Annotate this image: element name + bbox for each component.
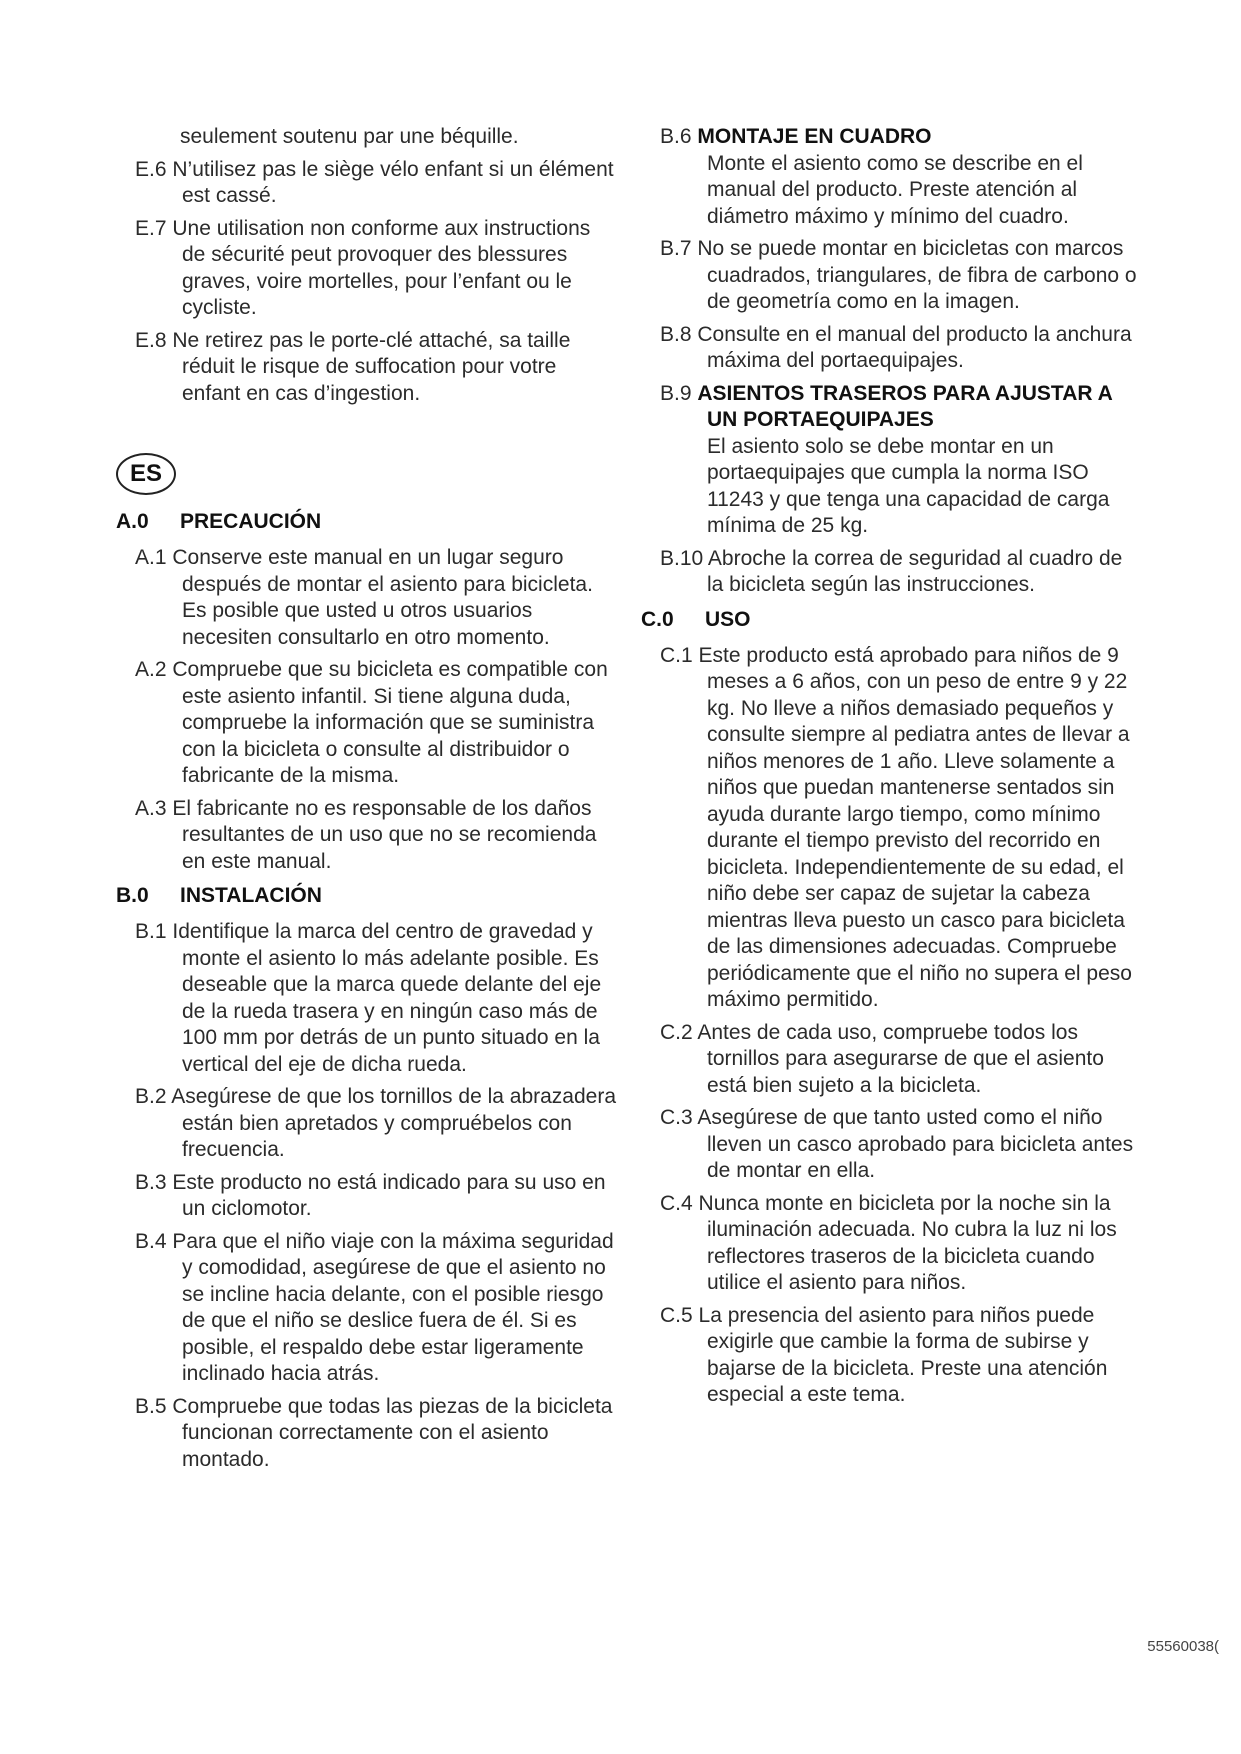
list-item-e5-continuation xyxy=(116,124,616,151)
right-column xyxy=(641,124,1141,1415)
list-item-b4 xyxy=(116,1229,616,1388)
document-number: 55560038( xyxy=(1147,1638,1219,1655)
section-code: C.0 xyxy=(641,607,674,631)
item-code: C.3 xyxy=(660,1106,693,1129)
section-title: INSTALACIÓN xyxy=(180,884,322,907)
section-heading-c0 xyxy=(641,607,1141,633)
item-code: B.8 xyxy=(660,322,692,346)
item-code: E.8 xyxy=(135,328,167,352)
item-text: Este producto está aprobado para niños de 9 meses a 6 años, con un peso de entre 9 y 22 kg. No lleve a niños demasiado pequeños y consulte siempre al pediatra antes de llevar a niños menores de 1 año. Lleve solamente a niños que puedan mantenerse sentados sin ayuda durante largo tiempo, como mínimo durante el tiempo previsto del recorrido en bicicleta. Independientemente de su edad, el niño debe ser capaz de sujetar la cabeza mientras lleva puesto un casco para bicicleta de las dimensiones adecuadas. Compruebe periódicamente que el niño no supera el peso máximo permitido. xyxy=(698,643,1132,1011)
item-text: Consulte en el manual del producto la anchura máxima del portaequipajes. xyxy=(697,322,1132,372)
item-code: B.4 xyxy=(135,1229,167,1253)
list-item-a1 xyxy=(116,545,616,651)
list-item-c5 xyxy=(641,1303,1141,1409)
item-title: MONTAJE EN CUADRO xyxy=(697,125,932,148)
list-item-b10 xyxy=(641,546,1141,599)
item-text: La presencia del asiento para niños puede exigirle que cambie la forma de subirse y bajarse de la bicicleta. Preste una atención especial a este tema. xyxy=(698,1303,1108,1406)
list-item-b1 xyxy=(116,919,616,1078)
item-text: El fabricante no es responsable de los daños resultantes de un uso que no se recomienda en este manual. xyxy=(172,796,597,873)
left-column xyxy=(116,124,616,1479)
item-text: Asegúrese de que tanto usted como el niño lleven un casco aprobado para bicicleta antes de montar en ella. xyxy=(697,1106,1134,1182)
item-code: A.2 xyxy=(135,658,167,681)
item-text: Monte el asiento como se describe en el manual del producto. Preste atención al diámetro máximo y mínimo del cuadro. xyxy=(707,151,1083,228)
item-code: B.10 xyxy=(660,546,704,570)
item-code: C.5 xyxy=(660,1303,693,1327)
section-heading-b0 xyxy=(116,883,616,909)
item-code: B.2 xyxy=(135,1085,167,1108)
item-code: C.2 xyxy=(660,1020,693,1044)
list-item-b2 xyxy=(116,1084,616,1164)
item-title: ASIENTOS TRASEROS PARA AJUSTAR A UN PORTAEQUIPAJES xyxy=(697,381,1112,431)
list-item-b5 xyxy=(116,1394,616,1474)
item-code: B.7 xyxy=(660,237,692,260)
item-text: Este producto no está indicado para su uso en un ciclomotor. xyxy=(172,1170,606,1220)
list-item-a2 xyxy=(116,657,616,790)
item-text: Compruebe que todas las piezas de la bicicleta funcionan correctamente con el asiento montado. xyxy=(172,1394,613,1471)
item-code: E.7 xyxy=(135,216,167,240)
list-item-b7 xyxy=(641,236,1141,316)
item-code: A.3 xyxy=(135,796,167,820)
item-code: B.5 xyxy=(135,1394,167,1418)
item-text: Compruebe que su bicicleta es compatible con este asiento infantil. Si tiene alguna duda, compruebe la información que se suministra con la bicicleta o consulte al distribuidor o fabricante de la misma. xyxy=(172,658,608,787)
item-text: No se puede montar en bicicletas con marcos cuadrados, triangulares, de fibra de carbono o de geometría como en la imagen. xyxy=(697,237,1137,313)
list-item-e6 xyxy=(116,157,616,210)
list-item-e8 xyxy=(116,328,616,408)
section-code: A.0 xyxy=(116,510,149,533)
item-code: E.6 xyxy=(135,157,167,181)
list-item-a3 xyxy=(116,796,616,876)
language-badge-es: ES xyxy=(116,453,176,495)
list-item-b6 xyxy=(641,124,1141,230)
item-code: B.1 xyxy=(135,920,167,943)
item-text: Para que el niño viaje con la máxima seguridad y comodidad, asegúrese de que el asiento no se incline hacia delante, con el posible riesgo de que el niño se deslice fuera de él. Si es posible, el respaldo debe estar ligeramente inclinado hacia atrás. xyxy=(172,1229,614,1385)
item-text: El asiento solo se debe montar en un portaequipajes que cumpla la norma ISO 11243 y que tenga una capacidad de carga mínima de 25 kg. xyxy=(707,434,1110,537)
item-code: B.9 xyxy=(660,381,692,405)
item-code: C.4 xyxy=(660,1191,693,1215)
item-text: Identifique la marca del centro de gravedad y monte el asiento lo más adelante posible. Es deseable que la marca quede delante del eje de la rueda trasera y en ningún caso más de 100 mm por detrás de un punto situado en la vertical del eje de dicha rueda. xyxy=(172,920,602,1076)
list-item-b9 xyxy=(641,381,1141,540)
item-text: Asegúrese de que los tornillos de la abrazadera están bien apretados y compruébelos con frecuencia. xyxy=(171,1085,617,1161)
item-text: Une utilisation non conforme aux instructions de sécurité peut provoquer des blessures graves, voire mortelles, pour l’enfant ou le cycliste. xyxy=(172,216,591,319)
list-item-e7 xyxy=(116,216,616,322)
item-text: Ne retirez pas le porte-clé attaché, sa taille réduit le risque de suffocation pour votre enfant en cas d’ingestion. xyxy=(172,328,571,405)
item-code: B.3 xyxy=(135,1170,167,1194)
list-item-c3 xyxy=(641,1105,1141,1185)
item-code: A.1 xyxy=(135,546,167,569)
list-item-b3 xyxy=(116,1170,616,1223)
section-title: USO xyxy=(705,607,751,631)
list-item-b8 xyxy=(641,322,1141,375)
item-text: Conserve este manual en un lugar seguro después de montar el asiento para bicicleta. Es posible que usted u otros usuarios necesiten consultarlo en otro momento. xyxy=(172,546,593,649)
list-item-c4 xyxy=(641,1191,1141,1297)
item-code: C.1 xyxy=(660,643,693,667)
item-text: N’utilisez pas le siège vélo enfant si un élément est cassé. xyxy=(172,157,614,207)
item-code: B.6 xyxy=(660,125,692,148)
list-item-c2 xyxy=(641,1020,1141,1100)
item-text: Nunca monte en bicicleta por la noche sin la iluminación adecuada. No cubra la luz ni los reflectores traseros de la bicicleta cuando utilice el asiento para niños. xyxy=(698,1191,1117,1294)
section-heading-a0 xyxy=(116,509,616,535)
list-item-c1 xyxy=(641,643,1141,1014)
item-text: seulement soutenu par une béquille. xyxy=(180,125,519,148)
section-code: B.0 xyxy=(116,884,149,907)
item-text: Antes de cada uso, compruebe todos los tornillos para asegurarse de que el asiento está bien sujeto a la bicicleta. xyxy=(697,1020,1104,1097)
section-title: PRECAUCIÓN xyxy=(180,510,322,533)
item-text: Abroche la correa de seguridad al cuadro de la bicicleta según las instrucciones. xyxy=(707,546,1123,596)
